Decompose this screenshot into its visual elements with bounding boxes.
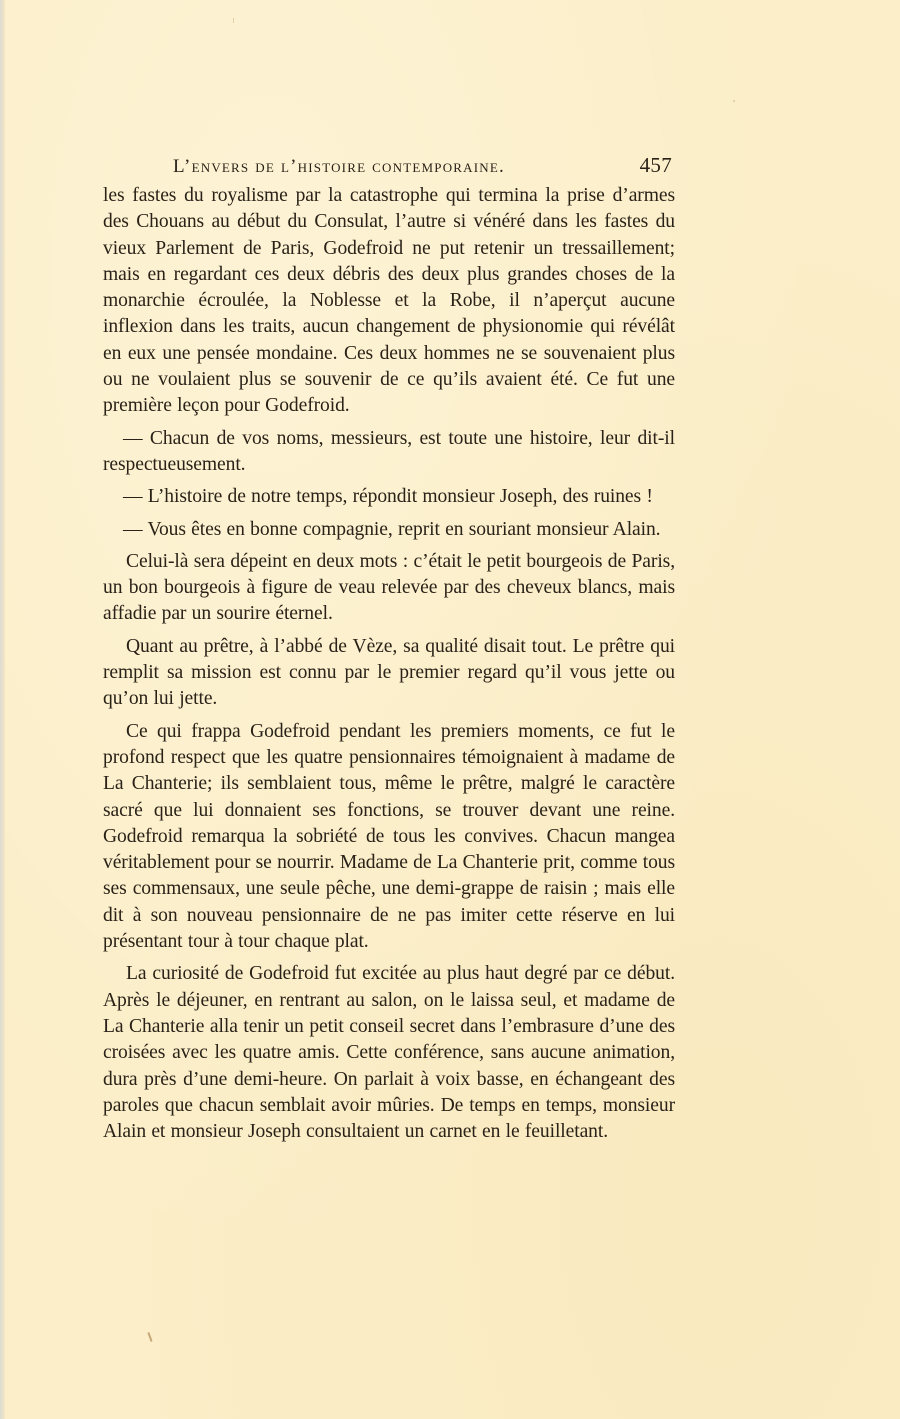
- dialogue-line: — L’histoire de notre temps, répondit monsieur Joseph, des ruines !: [123, 486, 653, 508]
- dialogue-line: — Chacun de vos noms, messieurs, est toute une histoire, leur dit-il respectueusement.: [103, 427, 675, 475]
- page-number: 457: [639, 153, 672, 177]
- running-head: [103, 153, 675, 183]
- dialogue-line: — Vous êtes en bonne compagnie, reprit en souriant monsieur Alain.: [123, 518, 661, 540]
- paper-speck: [233, 18, 234, 23]
- paragraph: La curiosité de Godefroid fut excitée au plus haut degré par ce début. Après le déjeuner, en rentrant au salon, on le laissa seul, et madame de La Chanterie alla tenir un petit conseil secret dans l’embrasure d’une des croisées avec les quatre amis. Cette conférence, sans aucune animation, dura près d’une demi-heure. On parlait à voix basse, en échangeant des paroles que chacun semblait avoir mûries. De temps en temps, monsieur Alain et monsieur Joseph consultaient un carnet en le feuilletant.: [103, 963, 675, 1143]
- paper-speck: [733, 100, 735, 102]
- running-title: L’envers de l’histoire contemporaine.: [173, 156, 505, 177]
- paragraph: Ce qui frappa Godefroid pendant les premiers moments, ce fut le profond respect que les quatre pensionnaires témoignaient à madame de La Chanterie; ils semblaient tous, même le prêtre, malgré le caractère sacré que lui donnaient ses fonctions, se trouver devant une reine. Godefroid remarqua la sobriété de tous les convives. Chacun mangea véritablement pour se nourrir. Madame de La Chanterie prit, comme tous ses commensaux, une seule pêche, une demi-grappe de raisin ; mais elle dit à son nouveau pensionnaire de ne pas imiter cette réserve en lui présentant tour à tour chaque plat.: [103, 720, 675, 953]
- paragraph: Celui-là sera dépeint en deux mots : c’était le petit bourgeois de Paris, un bon bourgeois à figure de veau relevée par des cheveux blancs, mais affadie par un sourire éternel.: [103, 550, 675, 625]
- paragraph-continuation: les fastes du royalisme par la catastrophe qui termina la prise d’armes des Chouans au début du Consulat, l’autre si vénéré dans les fastes du vieux Parlement de Paris, Godefroid ne put retenir un tressaillement; mais en regardant ces deux débris des deux plus grandes choses de la monarchie écroulée, la Noblesse et la Robe, il n’aperçut aucune inflexion dans les traits, aucun changement de physionomie qui révélât en eux une pensée mondaine. Ces deux hommes ne se souvenaient plus ou ne voulaient plus se souvenir de ce qu’ils avaient été. Ce fut une première leçon pour Godefroid.: [103, 185, 675, 417]
- text-block: [103, 153, 675, 1151]
- paragraph: Quant au prêtre, à l’abbé de Vèze, sa qualité disait tout. Le prêtre qui remplit sa mission est connu par le premier regard qu’il vous jette ou qu’on lui jette.: [103, 635, 675, 710]
- paper-speck: [147, 1332, 152, 1342]
- page-edge: [0, 0, 5, 1419]
